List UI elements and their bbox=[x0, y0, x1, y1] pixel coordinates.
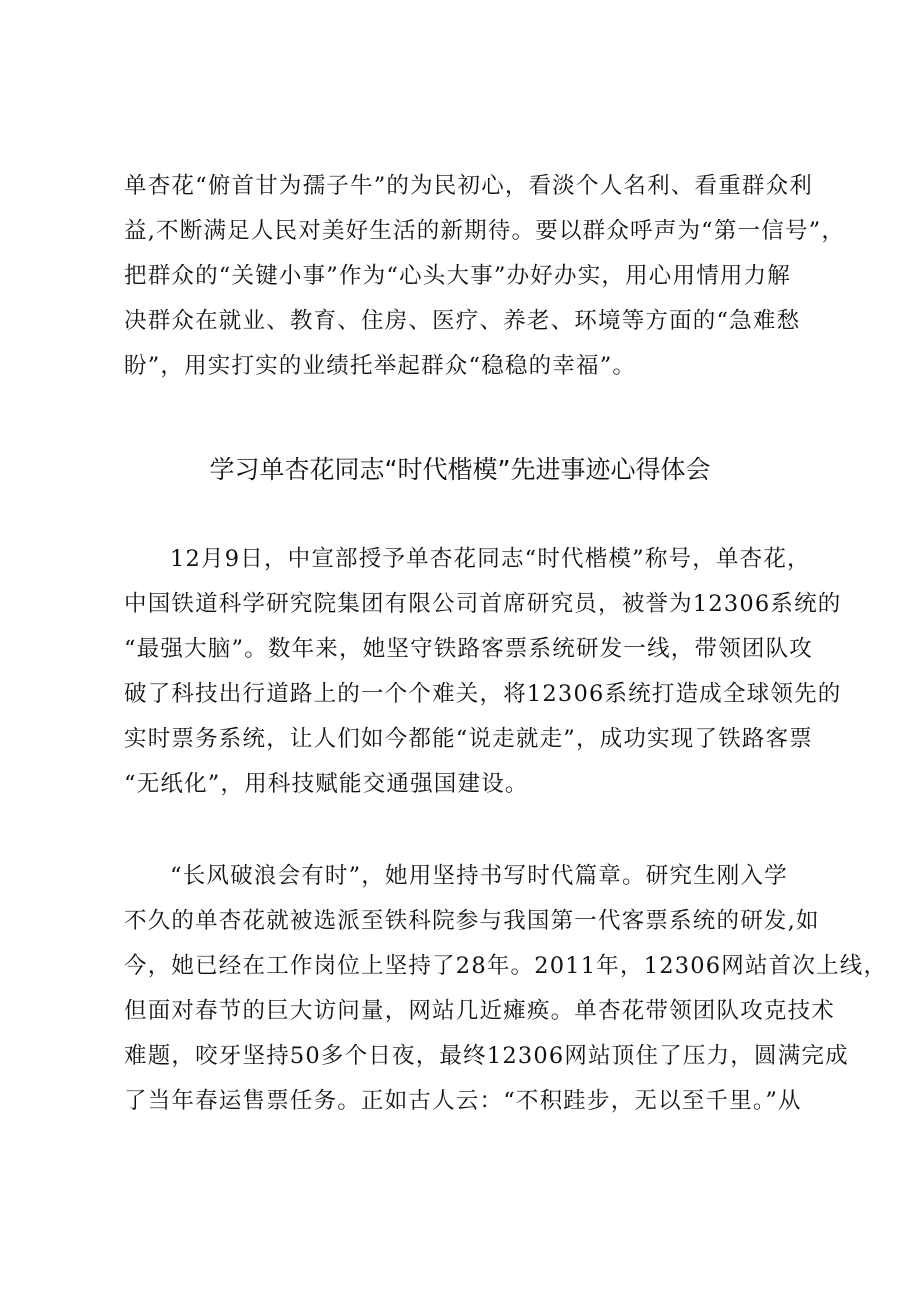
paragraph-3-line-4: 但面对春节的巨大访问量，网站几近瘫痪。单杏花带领团队攻克技术 bbox=[124, 998, 836, 1024]
paragraph-2-line-4: 破了科技出行道路上的一个个难关，将12306系统打造成全球领先的 bbox=[124, 681, 842, 707]
paragraph-2-line-5: 实时票务系统，让人们如今都能“说走就走”，成功实现了铁路客票 bbox=[124, 726, 814, 752]
paragraph-1-line-1: 单杏花“俯首甘为孺子牛”的为民初心，看淡个人名利、看重群众利 bbox=[124, 173, 814, 199]
paragraph-3-line-2: 不久的单杏花就被选派至铁科院参与我国第一代客票系统的研发,如 bbox=[124, 908, 820, 934]
paragraph-3-line-3: 今，她已经在工作岗位上坚持了28年。2011年，12306网站首次上线， bbox=[124, 953, 888, 979]
paragraph-2-line-6: “无纸化”，用科技赋能交通强国建设。 bbox=[124, 771, 529, 797]
paragraph-1-line-2: 益,不断满足人民对美好生活的新期待。要以群众呼声为“第一信号”， bbox=[124, 218, 846, 244]
paragraph-2-line-3: “最强大脑”。数年来，她坚守铁路客票系统研发一线，带领团队攻 bbox=[124, 636, 814, 662]
article-title: 学习单杏花同志“时代楷模”先进事迹心得体会 bbox=[209, 455, 711, 484]
paragraph-2-line-2: 中国铁道科学研究院集团有限公司首席研究员，被誉为12306系统的 bbox=[124, 591, 842, 617]
paragraph-1-line-4: 决群众在就业、教育、住房、医疗、养老、环境等方面的“急难愁 bbox=[124, 308, 801, 334]
paragraph-1-line-5: 盼”，用实打实的业绩托举起群众“稳稳的幸福”。 bbox=[124, 353, 637, 379]
paragraph-1-line-3: 把群众的“关键小事”作为“心头大事”办好办实，用心用情用力解 bbox=[124, 263, 792, 289]
paragraph-3-line-6: 了当年春运售票任务。正如古人云：“不积跬步，无以至千里。”从 bbox=[124, 1088, 802, 1114]
paragraph-3-line-1: “长风破浪会有时”，她用坚持书写时代篇章。研究生刚入学 bbox=[170, 863, 788, 889]
paragraph-2-line-1: 12月9日，中宣部授予单杏花同志“时代楷模”称号，单杏花， bbox=[170, 546, 811, 572]
paragraph-3-line-5: 难题，咬牙坚持50多个日夜，最终12306网站顶住了压力，圆满完成 bbox=[124, 1043, 849, 1069]
